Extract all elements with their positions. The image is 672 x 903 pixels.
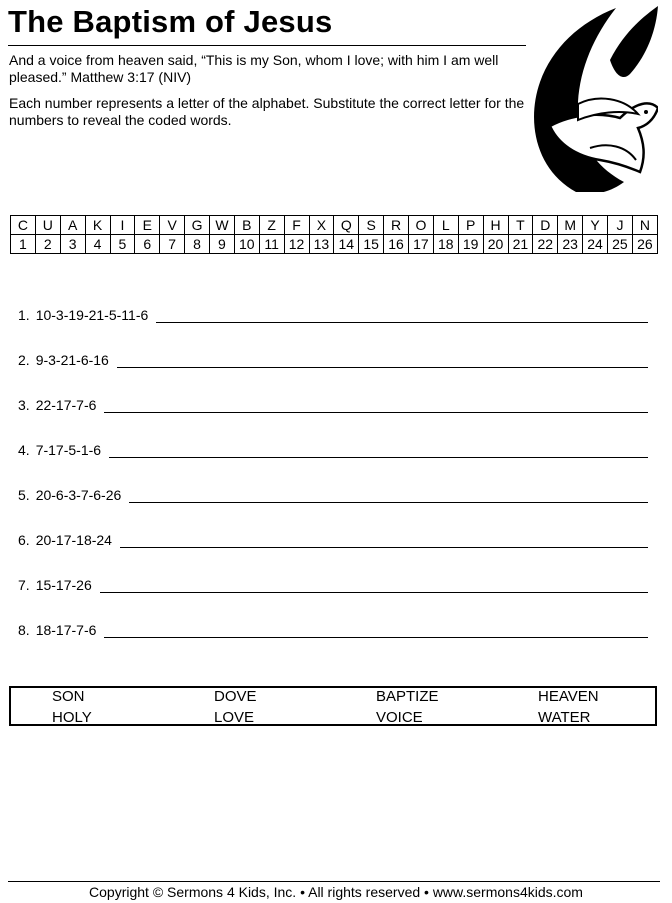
cipher-letter: J	[608, 216, 633, 235]
cipher-letter: A	[60, 216, 85, 235]
answer-input-5[interactable]	[129, 482, 648, 503]
cipher-letter: Z	[259, 216, 284, 235]
instructions: Each number represents a letter of the alphabet. Substitute the correct letter for the numbers to reveal the coded words.	[9, 95, 525, 128]
cipher-letter: S	[359, 216, 384, 235]
word-bank-item: HEAVEN	[538, 688, 599, 705]
question-7	[18, 571, 648, 593]
cipher-letters-row	[11, 216, 658, 235]
cipher-letter: B	[234, 216, 259, 235]
question-number: 3.	[18, 397, 30, 413]
question-number: 4.	[18, 442, 30, 458]
cipher-number: 8	[185, 235, 210, 254]
answer-input-4[interactable]	[109, 437, 648, 458]
cipher-number: 4	[85, 235, 110, 254]
cipher-number: 15	[359, 235, 384, 254]
cipher-number: 12	[284, 235, 309, 254]
question-8	[18, 616, 648, 638]
bible-verse: And a voice from heaven said, “This is my Son, whom I love; with him I am well pleased.” Matthew 3:17 (NIV)	[9, 52, 499, 85]
answer-input-6[interactable]	[120, 527, 648, 548]
question-number: 5.	[18, 487, 30, 503]
cipher-letter: D	[533, 216, 558, 235]
cipher-number: 17	[409, 235, 434, 254]
cipher-letter: X	[309, 216, 334, 235]
cipher-number: 6	[135, 235, 160, 254]
cipher-number: 11	[259, 235, 284, 254]
cipher-number: 18	[433, 235, 458, 254]
answer-input-8[interactable]	[104, 617, 648, 638]
footer-copyright: Copyright © Sermons 4 Kids, Inc. • All rights reserved • www.sermons4kids.com	[89, 884, 583, 900]
title-divider	[8, 45, 526, 46]
cipher-letter: Y	[583, 216, 608, 235]
cipher-letter: T	[508, 216, 533, 235]
cipher-number: 16	[384, 235, 409, 254]
cipher-letter: P	[458, 216, 483, 235]
question-number: 7.	[18, 577, 30, 593]
cipher-number: 21	[508, 235, 533, 254]
page-title: The Baptism of Jesus	[8, 4, 333, 39]
cipher-letter: G	[185, 216, 210, 235]
cipher-number: 19	[458, 235, 483, 254]
question-6	[18, 526, 648, 548]
question-1	[18, 301, 648, 323]
cipher-number: 20	[483, 235, 508, 254]
cipher-letter: F	[284, 216, 309, 235]
cipher-number: 5	[110, 235, 135, 254]
cipher-number: 24	[583, 235, 608, 254]
word-bank-item: DOVE	[214, 688, 257, 705]
cipher-letter: R	[384, 216, 409, 235]
cipher-letter: K	[85, 216, 110, 235]
dove-icon	[528, 2, 658, 192]
cipher-numbers-row	[11, 235, 658, 254]
answer-input-1[interactable]	[156, 302, 648, 323]
cipher-letter: C	[11, 216, 36, 235]
cipher-number: 26	[632, 235, 657, 254]
word-bank	[9, 686, 657, 726]
answer-input-2[interactable]	[117, 347, 648, 368]
question-code: 9-3-21-6-16	[35, 352, 109, 368]
cipher-number: 23	[558, 235, 583, 254]
cipher-number: 3	[60, 235, 85, 254]
cipher-letter: M	[558, 216, 583, 235]
question-code: 20-6-3-7-6-26	[35, 487, 122, 503]
cipher-letter: E	[135, 216, 160, 235]
cipher-number: 25	[608, 235, 633, 254]
word-bank-item: WATER	[538, 709, 591, 726]
answer-input-7[interactable]	[100, 572, 648, 593]
answer-input-3[interactable]	[104, 392, 648, 413]
word-bank-item: VOICE	[376, 709, 423, 726]
cipher-letter: N	[632, 216, 657, 235]
question-3	[18, 391, 648, 413]
word-bank-item: BAPTIZE	[376, 688, 439, 705]
cipher-number: 22	[533, 235, 558, 254]
cipher-letter: I	[110, 216, 135, 235]
question-4	[18, 436, 648, 458]
cipher-letter: H	[483, 216, 508, 235]
question-code: 20-17-18-24	[35, 532, 112, 548]
cipher-number: 13	[309, 235, 334, 254]
question-number: 8.	[18, 622, 30, 638]
cipher-number: 14	[334, 235, 359, 254]
cipher-number: 1	[11, 235, 36, 254]
question-code: 22-17-7-6	[35, 397, 97, 413]
question-number: 6.	[18, 532, 30, 548]
cipher-number: 10	[234, 235, 259, 254]
cipher-letter: L	[433, 216, 458, 235]
question-number: 2.	[18, 352, 30, 368]
question-2	[18, 346, 648, 368]
question-code: 7-17-5-1-6	[35, 442, 102, 458]
question-code: 15-17-26	[35, 577, 92, 593]
word-bank-item: SON	[52, 688, 85, 705]
cipher-number: 7	[160, 235, 185, 254]
cipher-number: 2	[35, 235, 60, 254]
word-bank-item: LOVE	[214, 709, 255, 726]
cipher-letter: Q	[334, 216, 359, 235]
cipher-letter: O	[409, 216, 434, 235]
footer-divider	[8, 881, 660, 882]
cipher-letter: V	[160, 216, 185, 235]
cipher-letter: W	[210, 216, 235, 235]
question-code: 10-3-19-21-5-11-6	[35, 307, 149, 323]
cipher-letter: U	[35, 216, 60, 235]
cipher-number: 9	[210, 235, 235, 254]
question-code: 18-17-7-6	[35, 622, 97, 638]
cipher-key-table	[10, 215, 658, 254]
word-bank-item: HOLY	[52, 709, 92, 726]
question-number: 1.	[18, 307, 30, 323]
question-5	[18, 481, 648, 503]
